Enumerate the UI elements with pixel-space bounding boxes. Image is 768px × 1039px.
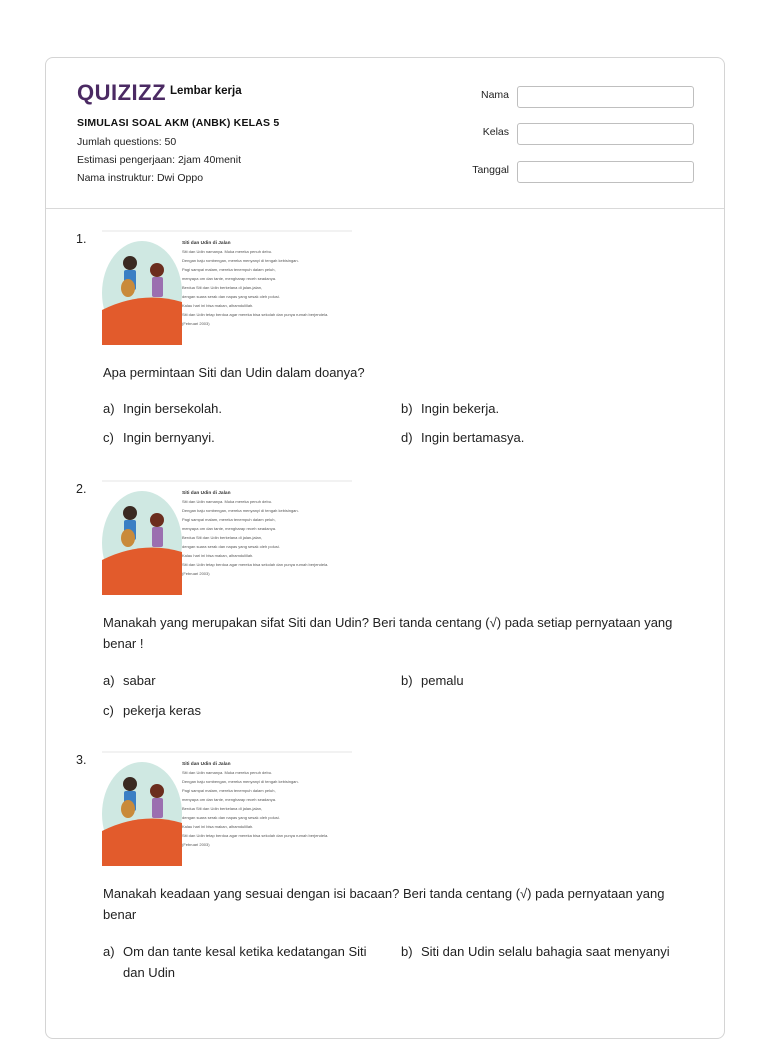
passage-line: Berdua Siti dan Udin berkelana di jalan-jalan, xyxy=(182,806,263,811)
quizizz-logo: QUIZIZZ xyxy=(77,80,167,105)
date-field[interactable] xyxy=(517,161,694,183)
question-2-option-b[interactable]: b) pemalu xyxy=(401,673,464,688)
date-label: Tanggal xyxy=(472,164,509,176)
class-field[interactable] xyxy=(517,123,694,145)
passage-line: Siti dan Udin namanya. Muka mereka penuh debu. xyxy=(182,770,273,775)
passage-line: (Februari 2003) xyxy=(182,321,210,326)
question-3-text: Manakah keadaan yang sesuai dengan isi bacaan? Beri tanda centang (√) pada pernyataan yang benar xyxy=(103,886,665,922)
passage-line: menyapa om dan tante, mengharap receh seadanya. xyxy=(182,276,277,281)
passage-line: Siti dan Udin tetap berdoa agar mereka bisa sekolah dan punya rumah berjendela. xyxy=(182,562,329,567)
worksheet-header xyxy=(46,58,724,209)
passage-illustration-2 xyxy=(102,480,352,595)
passage-line: Kalau hari ini bisa makan, alhamdulillah. xyxy=(182,824,254,829)
passage-line: Siti dan Udin tetap berdoa agar mereka bisa sekolah dan punya rumah berjendela. xyxy=(182,312,329,317)
passage-line: Dengan baju rombengan, mereka menyanyi di tengah kebisingan. xyxy=(182,258,299,263)
passage-line: Kalau hari ini bisa makan, alhamdulillah. xyxy=(182,303,254,308)
passage-line: Dengan baju rombengan, mereka menyanyi di tengah kebisingan. xyxy=(182,779,299,784)
passage-line: Siti dan Udin namanya. Muka mereka penuh debu. xyxy=(182,499,273,504)
question-2-number: 2. xyxy=(76,482,87,496)
passage-line: dengan suara serak dan napas yang sesak oleh polusi. xyxy=(182,815,280,820)
question-1-option-b[interactable]: b) Ingin bekerja. xyxy=(401,401,500,416)
name-field[interactable] xyxy=(517,86,694,108)
passage-line: Kalau hari ini bisa makan, alhamdulillah. xyxy=(182,553,254,558)
question-3-option-a[interactable]: a) Om dan tante kesal ketika kedatangan Siti dan Udin xyxy=(103,944,367,980)
question-2-option-a[interactable]: a) sabar xyxy=(103,673,156,688)
question-2-option-c[interactable]: c) pekerja keras xyxy=(103,703,202,718)
time-estimate: Estimasi pengerjaan: 2jam 40menit xyxy=(77,154,242,166)
question-3-option-b[interactable]: b) Siti dan Udin selalu bahagia saat menyanyi xyxy=(401,944,670,959)
passage-line: (Februari 2003) xyxy=(182,571,210,576)
passage-line: dengan suara serak dan napas yang sesak oleh polusi. xyxy=(182,294,280,299)
passage-line: Pagi sampai malam, mereka tenempuh dalam peluh, xyxy=(182,267,276,272)
passage-line: Pagi sampai malam, mereka tenempuh dalam peluh, xyxy=(182,788,276,793)
instructor-name: Nama instruktur: Dwi Oppo xyxy=(77,172,204,184)
passage-title: Siti dan Udin di Jalan xyxy=(182,241,231,246)
passage-line: dengan suara serak dan napas yang sesak oleh polusi. xyxy=(182,544,280,549)
passage-line: menyapa om dan tante, mengharap receh seadanya. xyxy=(182,797,277,802)
passage-line: Siti dan Udin namanya. Muka mereka penuh debu. xyxy=(182,249,273,254)
passage-line: Siti dan Udin tetap berdoa agar mereka bisa sekolah dan punya rumah berjendela. xyxy=(182,833,329,838)
passage-illustration-1 xyxy=(102,230,352,345)
question-1-option-d[interactable]: d) Ingin bertamasya. xyxy=(401,430,525,445)
question-2-text: Manakah yang merupakan sifat Siti dan Udin? Beri tanda centang (√) pada setiap pernyataan yang benar ! xyxy=(103,615,673,651)
passage-title: Siti dan Udin di Jalan xyxy=(182,491,231,496)
name-label: Nama xyxy=(480,89,509,101)
question-1-option-a[interactable]: a) Ingin bersekolah. xyxy=(103,401,223,416)
passage-line: Berdua Siti dan Udin berkelana di jalan-jalan, xyxy=(182,285,263,290)
worksheet-label: Lembar kerja xyxy=(170,85,242,97)
passage-illustration-3 xyxy=(102,751,352,866)
passage-title: Siti dan Udin di Jalan xyxy=(182,762,231,767)
passage-line: (Februari 2003) xyxy=(182,842,210,847)
question-1-number: 1. xyxy=(76,232,87,246)
question-1-option-c[interactable]: c) Ingin bernyanyi. xyxy=(103,430,215,445)
worksheet-title: SIMULASI SOAL AKM (ANBK) KELAS 5 xyxy=(77,117,280,129)
passage-line: Berdua Siti dan Udin berkelana di jalan-jalan, xyxy=(182,535,263,540)
passage-line: Pagi sampai malam, mereka tenempuh dalam peluh, xyxy=(182,517,276,522)
passage-line: Dengan baju rombengan, mereka menyanyi di tengah kebisingan. xyxy=(182,508,299,513)
question-1-text: Apa permintaan Siti dan Udin dalam doanya? xyxy=(103,365,365,380)
passage-line: menyapa om dan tante, mengharap receh seadanya. xyxy=(182,526,277,531)
class-label: Kelas xyxy=(482,126,509,138)
question-count: Jumlah questions: 50 xyxy=(77,136,177,148)
question-3-number: 3. xyxy=(76,753,87,767)
